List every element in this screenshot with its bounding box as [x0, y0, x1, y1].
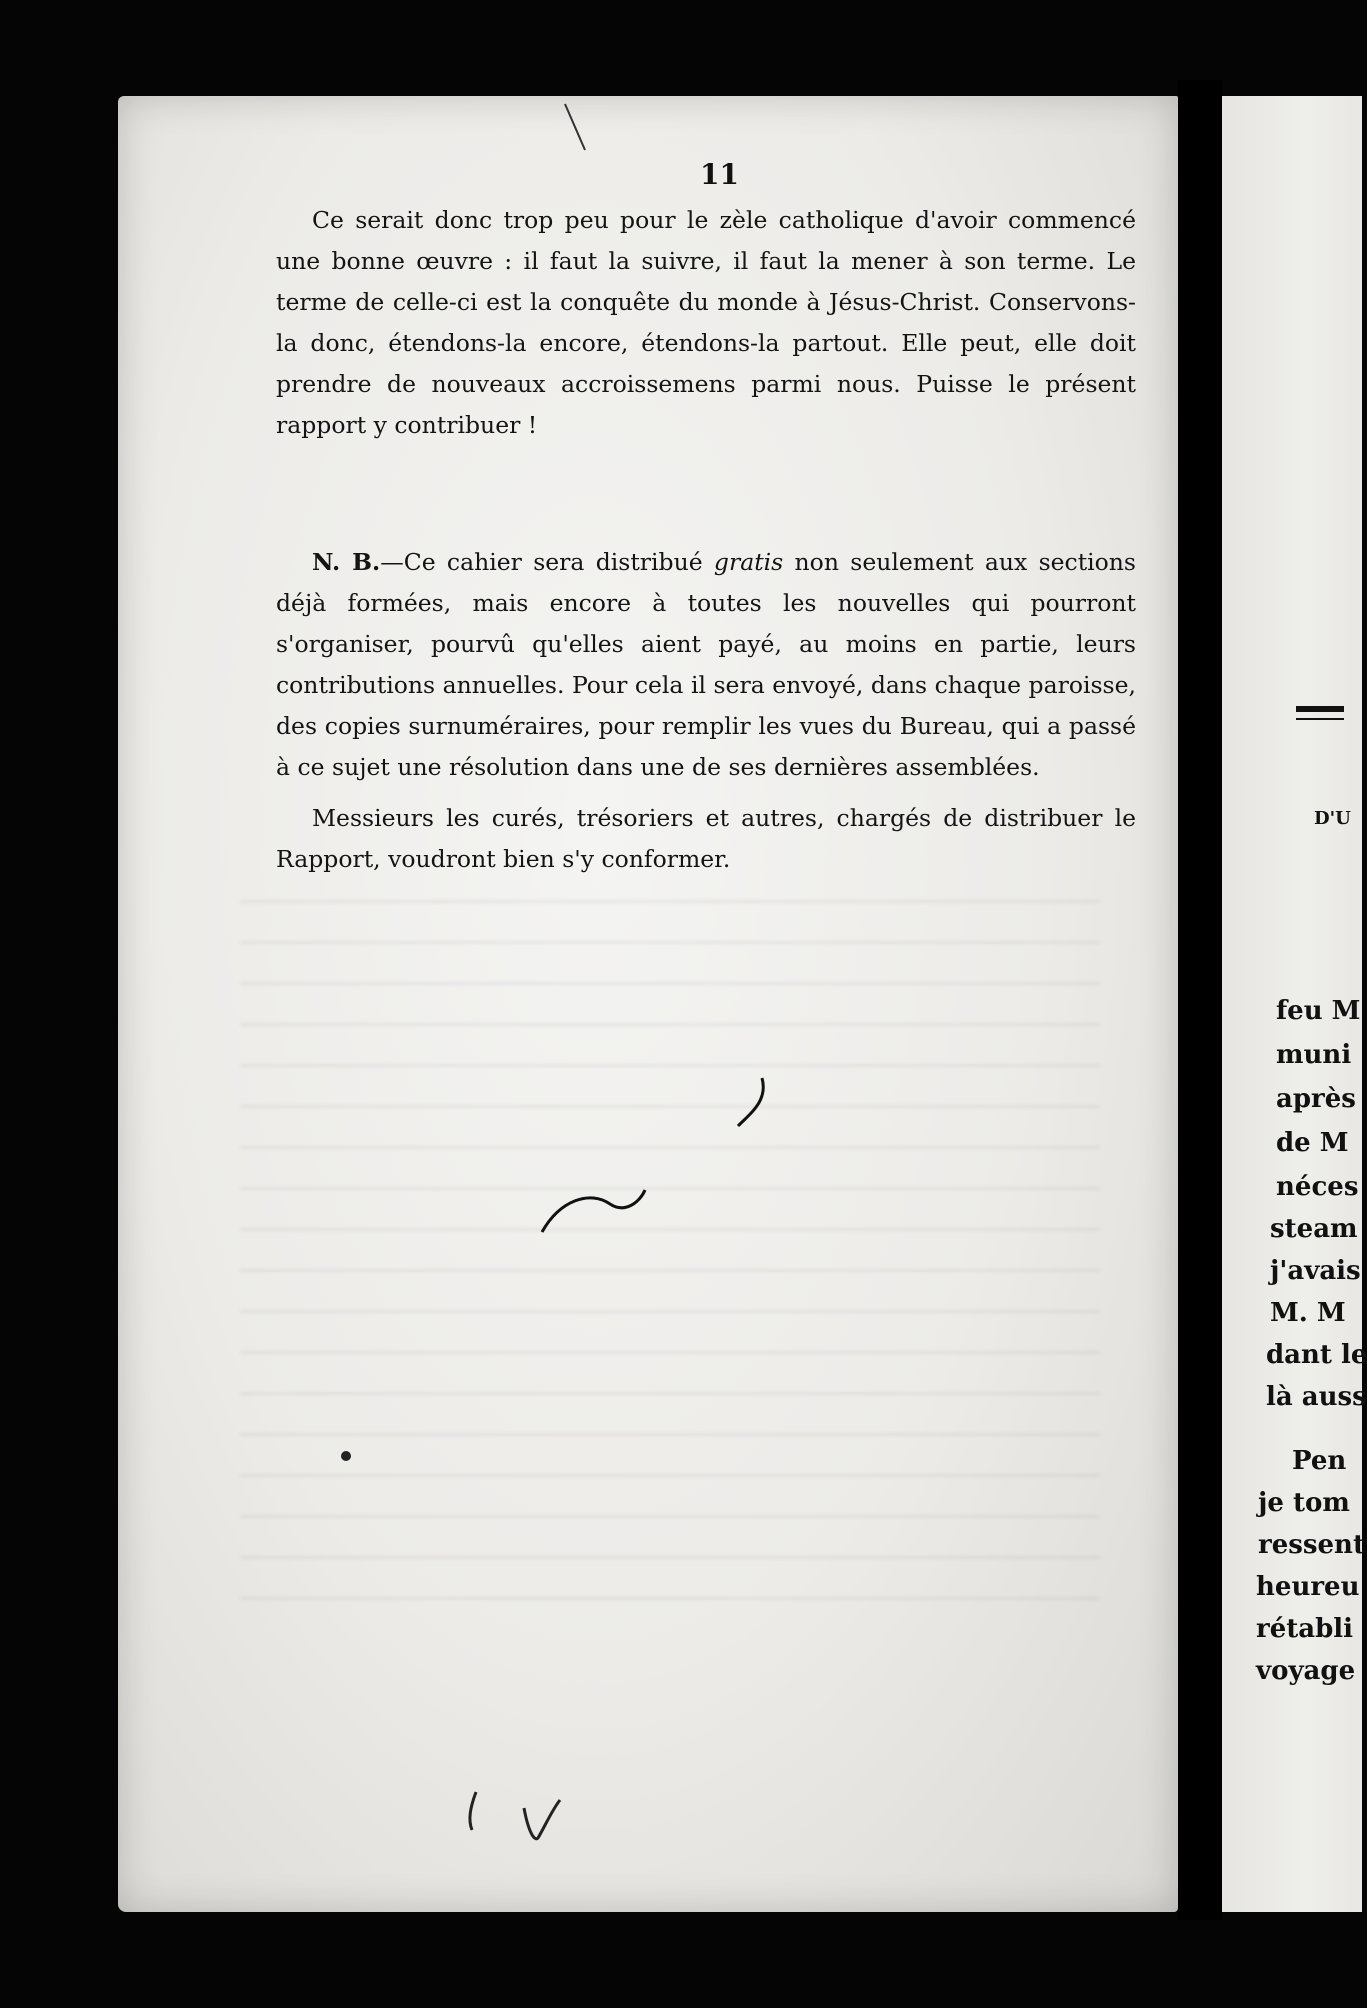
- adjacent-line: néces: [1276, 1172, 1359, 1202]
- adjacent-line: de M: [1276, 1128, 1349, 1158]
- adjacent-line: rétabli: [1256, 1614, 1354, 1644]
- adjacent-line: steam: [1270, 1214, 1358, 1244]
- adjacent-line: dant le: [1266, 1340, 1367, 1370]
- adjacent-line: muni: [1276, 1040, 1352, 1070]
- pen-squiggle: [542, 1190, 645, 1232]
- adjacent-line: heureu: [1256, 1572, 1360, 1602]
- adjacent-line: je tom: [1258, 1488, 1350, 1518]
- adjacent-line: voyage: [1256, 1656, 1356, 1686]
- pencil-check-mark: [524, 1800, 560, 1839]
- adjacent-line: j'avais: [1270, 1256, 1361, 1286]
- adjacent-line: Pen: [1292, 1446, 1347, 1476]
- adjacent-line: ressent: [1258, 1530, 1365, 1560]
- paragraph-instructions: Messieurs les curés, trésoriers et autres, chargés de distribuer le Rapport, voudront bien s'y conformer.: [276, 804, 1136, 873]
- paragraph-closing-appeal: Ce serait donc trop peu pour le zèle catholique d'avoir commencé une bonne œuvre : il faut la suivre, il faut la mener à son terme. Le terme de celle-ci est la conquête du monde à Jésus-Christ. Conservons-la donc, étendons-la encore, étendons-la partout. Elle peut, elle doit prendre de nouveaux accroissemens parmi nous. Puisse le présent rapport y contribuer !: [276, 206, 1136, 439]
- nota-bene-text-start: —Ce cahier sera distribué: [380, 548, 714, 576]
- ink-spot: [341, 1451, 351, 1461]
- nota-bene-label: N. B.: [312, 548, 381, 576]
- nota-bene-italic: gratis: [713, 548, 784, 576]
- pencil-mark: [470, 1792, 476, 1830]
- adjacent-line: feu M: [1276, 996, 1361, 1026]
- adjacent-line: M. M: [1270, 1298, 1346, 1328]
- nota-bene-text-end: non seulement aux sections déjà formées, mais encore à toutes les nouvelles qui pourront s'organiser, pourvû qu'elles aient payé, au moins en partie, leurs contributions annuelles. Pour cela il sera envoyé, dans chaque paroisse, des copies surnuméraires, pour remplir les vues du Bureau, qui a passé à ce sujet une résolution dans une de ses dernières assemblées.: [276, 548, 1136, 781]
- page-number: 11: [700, 158, 739, 191]
- adjacent-line: là auss: [1266, 1382, 1367, 1412]
- adjacent-line: après: [1276, 1084, 1356, 1114]
- pen-stroke: [738, 1078, 763, 1126]
- adjacent-page-heading: D'U: [1314, 808, 1351, 829]
- page-crease: [565, 104, 585, 150]
